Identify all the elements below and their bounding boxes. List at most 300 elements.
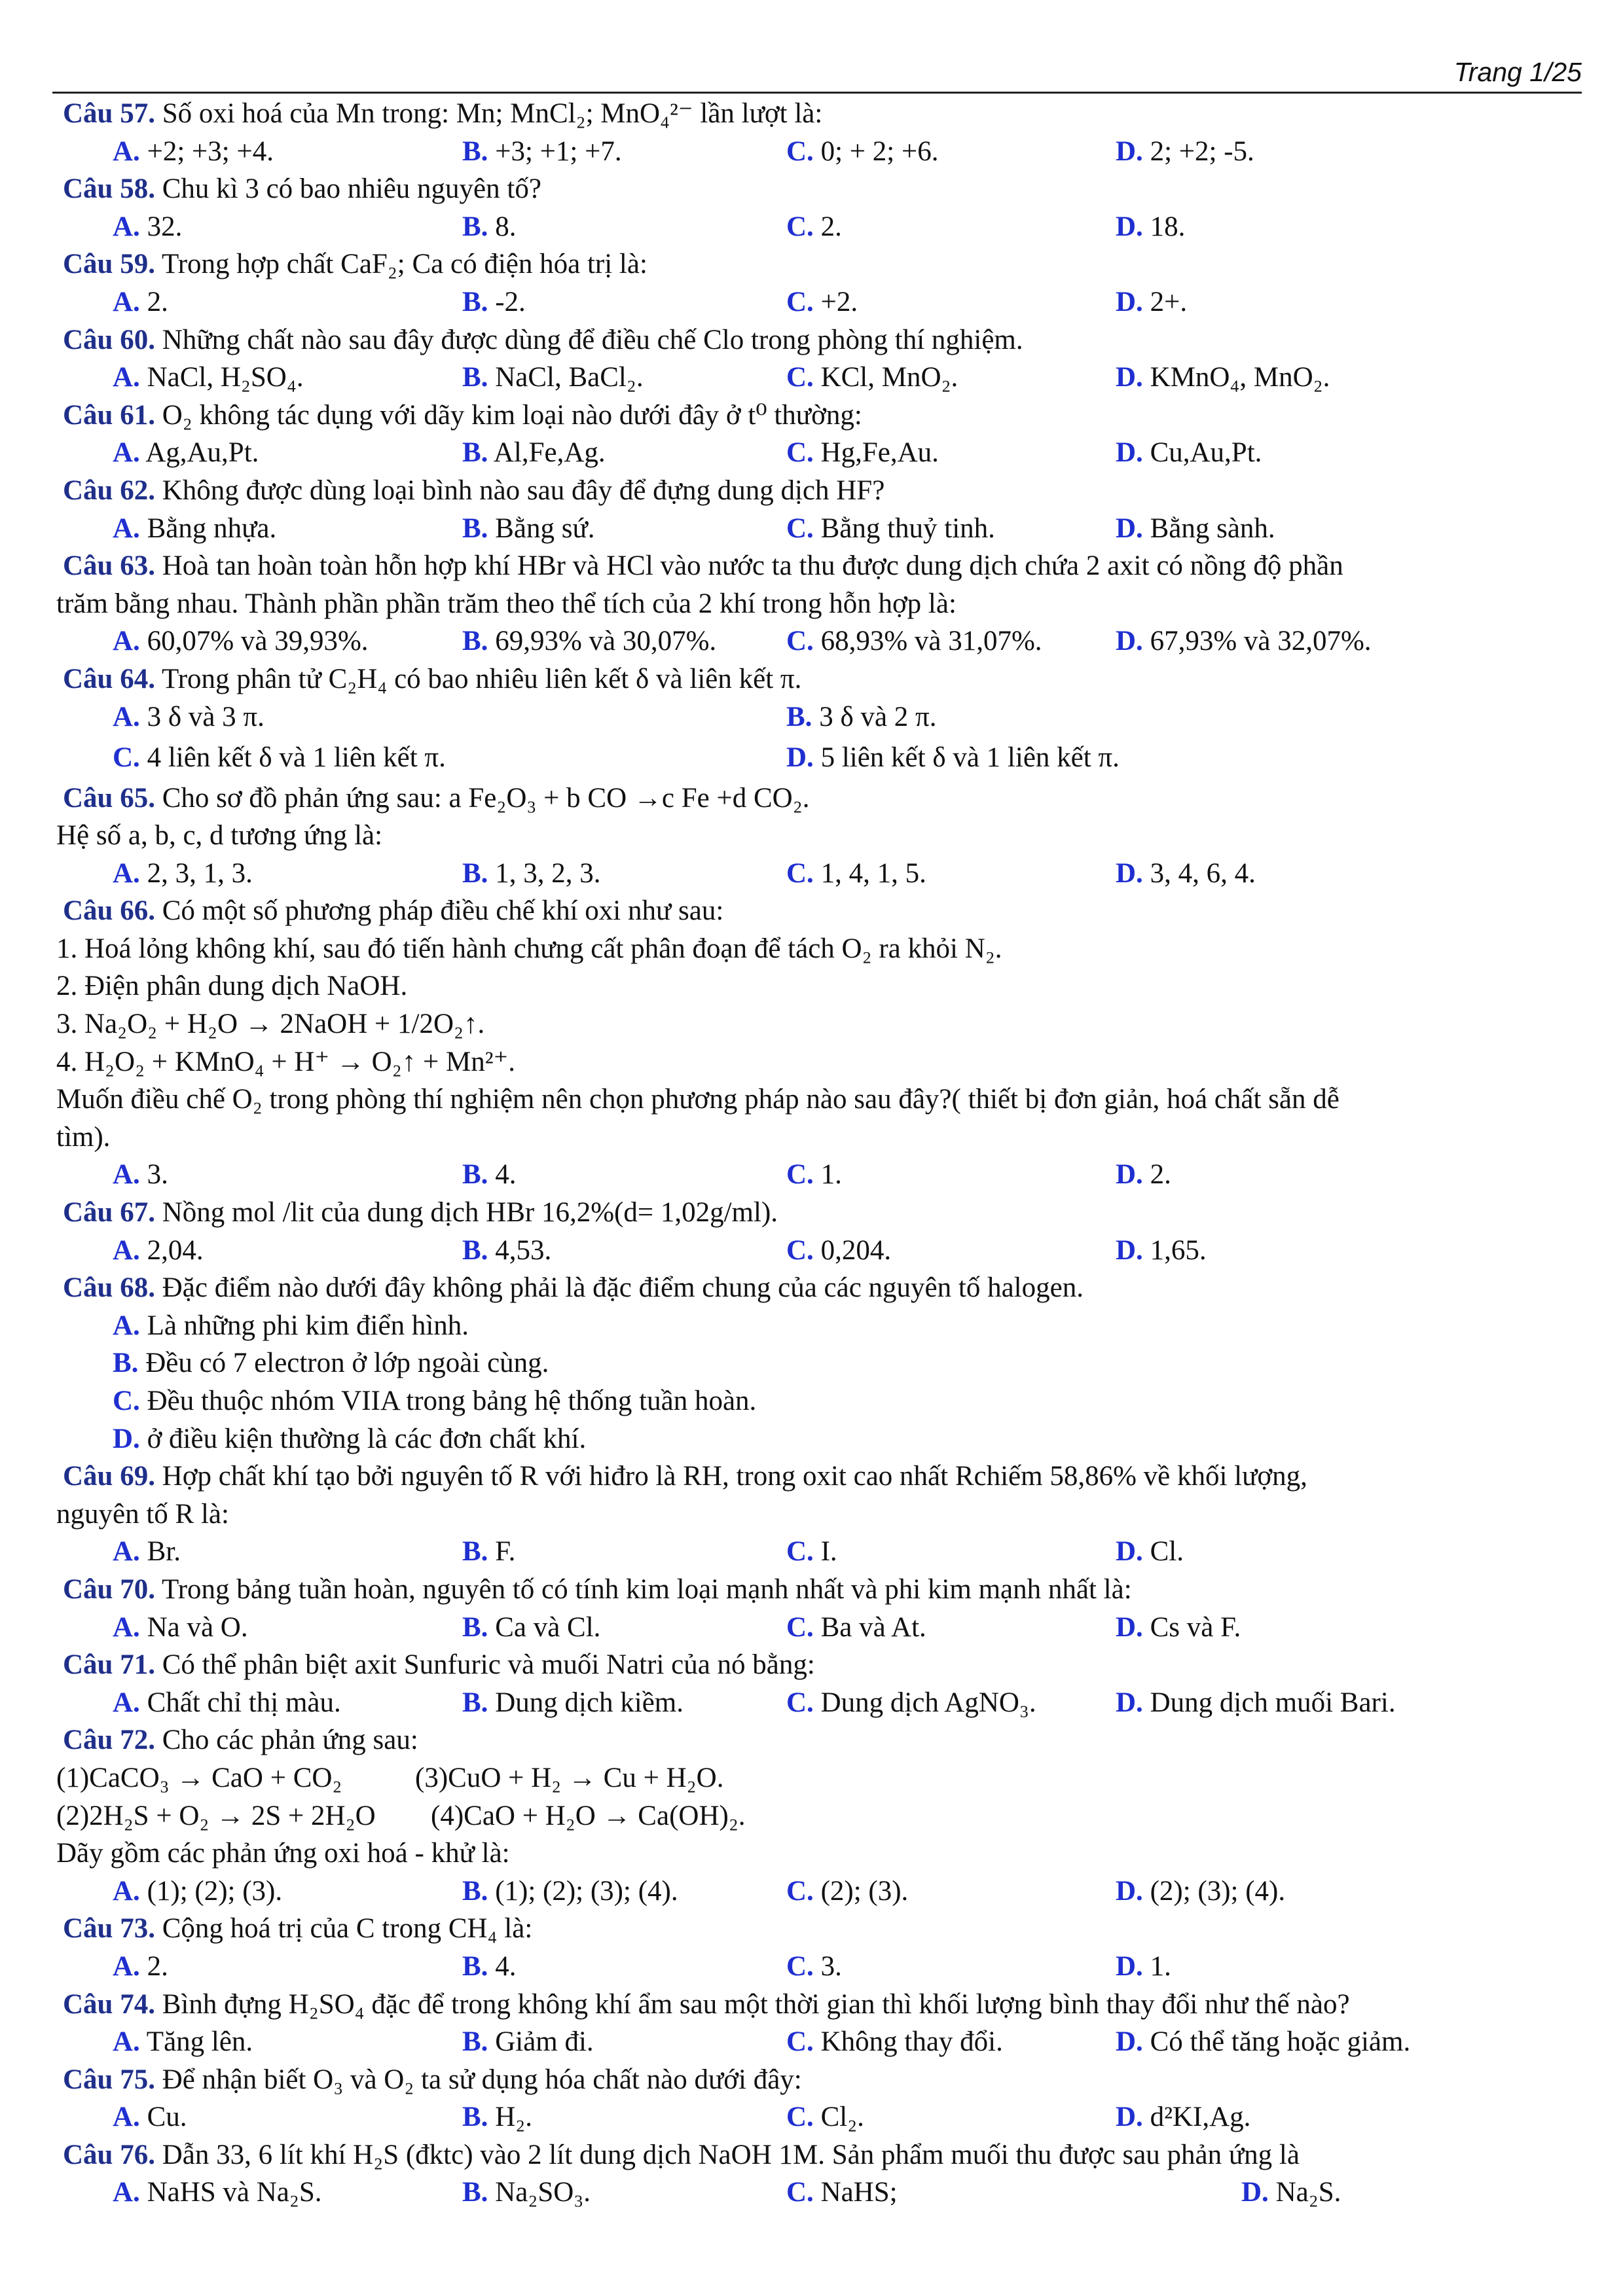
question-stem: Chu kì 3 có bao nhiêu nguyên tố? [162,173,541,205]
option-letter: C. [786,857,814,889]
question-66 [56,892,1582,1194]
option-d [1116,1609,1241,1647]
option-text: Chất chỉ thị màu. [147,1687,341,1718]
option-letter: D. [113,1423,140,1454]
option-a [113,1948,168,1986]
option-letter: D. [1116,1950,1143,1982]
option-letter: C. [786,1234,814,1266]
option-letter: B. [462,512,488,544]
option-text: Bằng nhựa. [147,512,277,544]
question-text [56,1910,1582,1948]
option-letter: B. [462,1611,488,1643]
option-a [113,2174,322,2212]
option-b [462,133,622,171]
options-row [56,1156,1582,1194]
option-letter: A. [113,512,140,544]
option-text: 2. [1150,1159,1171,1191]
option-b [462,1948,516,1986]
option-letter: A. [113,2177,140,2208]
options-row [56,698,1582,739]
option-letter: D. [1116,2026,1143,2058]
option-letter: B. [462,286,488,317]
question-text [56,547,1582,585]
option-letter: D. [1116,211,1143,242]
question-text-continued: Dãy gồm các phản ứng oxi hoá - khử là: [56,1838,510,1869]
option-letter: C. [786,1950,814,1982]
option-text: Cu,Au,Pt. [1150,437,1262,469]
option-text: H₂. [495,2102,532,2133]
options-row [56,1232,1582,1270]
option-letter: D. [1116,857,1143,889]
option-letter: C. [786,1875,814,1907]
option-letter: D. [1116,1875,1143,1907]
option-letter: B. [462,2102,488,2133]
question-stem: Số oxi hoá của Mn trong: Mn; MnCl₂; MnO₄²⁻ lần lượt là: [162,98,823,129]
option-letter: D. [1116,512,1143,544]
reaction-row [56,1759,1582,1797]
option-d [1116,133,1254,171]
option-a [113,1156,168,1194]
option-text: 3. [820,1950,842,1982]
options-row [56,434,1582,472]
option-d [1116,1684,1396,1722]
option-text: 3, 4, 6, 4. [1150,857,1256,889]
option-c [786,1873,908,1910]
options-row [56,1533,1582,1571]
option-text: Dung dịch kiềm. [495,1687,684,1718]
question-text [56,1721,1582,1759]
question-number: Câu 66. [63,895,155,927]
option-text: 60,07% và 39,93%. [147,626,369,657]
option-c [786,510,995,548]
option-letter: A. [113,135,140,167]
question-text [56,1986,1582,2024]
option-text: 8. [495,211,517,242]
question-number: Câu 65. [63,782,155,814]
option-c [786,1232,891,1270]
option-letter: C. [786,362,814,393]
option-text: Không thay đổi. [820,2026,1003,2058]
option-a [113,1533,181,1571]
options-row [56,622,1582,660]
question-number: Câu 57. [63,98,155,129]
option-text: (2); (3); (4). [1150,1875,1286,1907]
option-b [462,1609,600,1647]
question-number: Câu 64. [63,663,155,694]
option-text: 1, 3, 2, 3. [495,857,601,889]
options-row [56,1873,1582,1910]
option-text: 0; + 2; +6. [820,135,939,167]
option-letter: C. [786,2102,814,2133]
question-text [56,1194,1582,1232]
option-b [462,2174,591,2212]
option-text: 1, 4, 1, 5. [820,857,926,889]
question-text [56,1458,1582,1496]
option-c [786,2098,864,2136]
option-text: F. [495,1536,516,1568]
option-letter: C. [786,211,814,242]
options-row [56,359,1582,397]
question-text [56,95,1582,133]
option-letter: D. [1116,1234,1143,1266]
question-text-continued: Hệ số a, b, c, d tương ứng là: [56,820,383,852]
question-stem: Để nhận biết O₃ và O₂ ta sử dụng hóa chất nào dưới đây: [162,2064,802,2095]
option-b [462,1533,515,1571]
options-row [56,2023,1582,2061]
option-text: 4 liên kết δ và 1 liên kết π. [147,742,446,773]
question-number: Câu 62. [63,475,155,506]
option-letter: C. [786,135,814,167]
option-letter: D. [1116,626,1143,657]
method-line: 1. Hoá lỏng không khí, sau đó tiến hành chưng cất phân đoạn để tách O₂ ra khỏi N₂. [56,933,1002,964]
question-67 [56,1194,1582,1269]
option-d [1116,1156,1171,1194]
question-68 [56,1269,1582,1458]
option-text: d²KI,Ag. [1150,2102,1251,2133]
option-letter: D. [1116,1159,1143,1191]
question-63 [56,547,1582,660]
question-stem: Không được dùng loại bình nào sau đây để đựng dung dịch HF? [162,475,885,506]
question-number: Câu 60. [63,324,155,355]
option-text: Hg,Fe,Au. [820,437,939,469]
question-75 [56,2061,1582,2136]
page-number-label: Trang 1/25 [1453,57,1582,87]
question-stem: Có một số phương pháp điều chế khí oxi như sau: [162,895,724,927]
option-letter: B. [462,1159,488,1191]
option-text: Cs và F. [1150,1611,1241,1643]
option-c [786,1533,837,1571]
option-text: -2. [495,286,526,317]
question-stem: Trong bảng tuần hoàn, nguyên tố có tính kim loại mạnh nhất và phi kim mạnh nhất là: [161,1573,1132,1605]
question-number: Câu 68. [63,1272,155,1304]
option-text: Bằng thuỷ tinh. [820,512,995,544]
question-stem: Cho sơ đồ phản ứng sau: a Fe₂O₃ + b CO →c Fe +d CO₂. [162,782,810,814]
option-letter: B. [462,362,488,393]
option-c [786,2174,898,2212]
option-c [786,622,1042,660]
options-row [56,208,1582,246]
option-text: 67,93% và 32,07%. [1150,626,1372,657]
option-text: 2; +2; -5. [1150,135,1254,167]
option-letter: A. [113,701,140,732]
option-text: NaCl, BaCl₂. [495,362,644,393]
question-number: Câu 61. [63,399,155,431]
option-letter: A. [113,2102,140,2133]
option-a [113,434,259,472]
method-line: 3. Na₂O₂ + H₂O → 2NaOH + 1/2O₂↑. [56,1009,485,1040]
option-text: 2+. [1150,286,1188,317]
option-text: Ca và Cl. [495,1611,601,1643]
option-d [1116,359,1330,397]
option-c [786,1684,1036,1722]
option-c [786,855,926,893]
question-number: Câu 59. [63,249,155,280]
reaction-3: (3)CuO + H₂ → Cu + H₂O. [415,1762,724,1793]
option-text: 3 δ và 3 π. [147,701,264,732]
option-letter: A. [113,1875,140,1907]
option-d [1116,1873,1285,1910]
option-letter: C. [786,626,814,657]
option-text: Đều thuộc nhóm VIIA trong bảng hệ thống tuần hoàn. [147,1386,757,1416]
option-b [462,2098,532,2136]
options-row [56,510,1582,548]
question-number: Câu 76. [63,2139,155,2170]
option-a [113,283,168,321]
option-text: Na và O. [147,1611,248,1643]
option-a [113,1684,341,1722]
question-70 [56,1571,1582,1646]
option-c [786,208,842,246]
question-text-continued: nguyên tố R là: [56,1498,229,1530]
option-letter: D. [1116,1536,1143,1568]
option-text: Đều có 7 electron ở lớp ngoài cùng. [145,1348,549,1379]
option-text: 69,93% và 30,07%. [495,626,717,657]
option-letter: C. [786,512,814,544]
option-c [786,2023,1003,2061]
option-text: 2, 3, 1, 3. [147,857,253,889]
option-text: Cl₂. [820,2102,864,2133]
option-text: NaCl, H₂SO₄. [147,362,304,393]
option-d [1116,208,1185,246]
option-letter: A. [113,1950,140,1982]
option-c [786,1609,926,1647]
option-letter: A. [113,286,140,317]
question-number: Câu 74. [63,1988,155,2020]
option-text: 1,65. [1150,1234,1207,1266]
option-letter: D. [1116,362,1143,393]
question-69 [56,1458,1582,1571]
option-a [113,510,276,548]
option-text: 4. [495,1159,517,1191]
options-row [56,283,1582,321]
option-b [56,1344,1582,1382]
option-text: (1); (2); (3). [147,1875,283,1907]
option-b [462,208,516,246]
question-stem: Nồng mol /lit của dung dịch HBr 16,2%(d= 1,02g/ml). [162,1197,778,1229]
option-letter: A. [113,1611,140,1643]
option-letter: A. [113,2026,140,2058]
question-73 [56,1910,1582,1985]
option-letter: D. [1116,286,1143,317]
options-row [56,2098,1582,2136]
option-text: NaHS và Na₂S. [147,2177,322,2208]
option-letter: A. [113,1159,140,1191]
question-71 [56,1646,1582,1721]
option-text: Ba và At. [820,1611,926,1643]
option-text: KCl, MnO₂. [820,362,958,393]
question-text [56,1646,1582,1684]
option-a [113,1873,282,1910]
option-a [113,2098,187,2136]
option-a [113,133,274,171]
option-letter: B. [462,2177,488,2208]
option-text: Ag,Au,Pt. [145,437,259,469]
option-d [1116,283,1187,321]
option-letter: B. [462,857,488,889]
option-letter: A. [113,1536,140,1568]
page-header [52,51,1582,94]
option-d [1116,622,1372,660]
question-text-continued: tìm). [56,1121,111,1153]
option-d [1116,855,1256,893]
option-b [462,1684,684,1722]
options-row [56,1684,1582,1722]
option-text: 68,93% và 31,07%. [820,626,1042,657]
option-text: 32. [147,211,183,242]
question-74 [56,1986,1582,2061]
option-c [786,283,858,321]
option-letter: C. [786,286,814,317]
option-letter: A. [113,626,140,657]
option-b [462,622,716,660]
option-letter: C. [786,1536,814,1568]
option-text: +2. [820,286,858,317]
method-line: 2. Điện phân dung dịch NaOH. [56,971,408,1002]
option-b [462,510,595,548]
option-text: 18. [1150,211,1186,242]
question-number: Câu 73. [63,1913,155,1945]
question-number: Câu 70. [63,1573,155,1605]
question-text [56,245,1582,283]
option-letter: D. [1116,2102,1143,2133]
option-text: Cu. [147,2102,187,2133]
option-letter: B. [462,1875,488,1907]
option-text: 2. [147,1950,168,1982]
option-letter: D. [1116,135,1143,167]
option-text: (2); (3). [820,1875,909,1907]
option-text: 5 liên kết δ và 1 liên kết π. [820,742,1120,773]
option-d [1116,1533,1184,1571]
option-b [462,1232,551,1270]
option-letter: C. [786,1159,814,1191]
question-text [56,321,1582,359]
reaction-row [56,1797,1582,1835]
option-d [1116,434,1262,472]
question-number: Câu 75. [63,2064,155,2095]
question-text-continued: Muốn điều chế O₂ trong phòng thí nghiệm nên chọn phương pháp nào sau đây?( thiết bị đơn giản, hoá chất sẵn dễ [56,1084,1340,1115]
question-text [56,892,1582,930]
option-letter: D. [1116,1687,1143,1718]
question-number: Câu 58. [63,173,155,205]
option-letter: C. [786,2026,814,2058]
question-stem: Dẫn 33, 6 lít khí H₂S (đktc) vào 2 lít dung dịch NaOH 1M. Sản phẩm muối thu được sau phản ứng là [162,2139,1300,2170]
option-text: 0,204. [820,1234,892,1266]
option-text: 4,53. [495,1234,552,1266]
option-letter: D. [1116,1611,1143,1643]
option-text: 2. [820,211,842,242]
options-row [56,1948,1582,1986]
question-stem: Trong phân tử C₂H₄ có bao nhiêu liên kết δ và liên kết π. [161,663,802,694]
option-letter: B. [462,211,488,242]
question-stem: Trong hợp chất CaF₂; Ca có điện hóa trị là: [161,249,647,280]
reaction-1: (1)CaCO₃ → CaO + CO₂ [56,1762,342,1793]
option-letter: A. [113,857,140,889]
question-text [56,170,1582,208]
option-text: Al,Fe,Ag. [493,437,606,469]
option-c [786,1948,842,1986]
option-b [462,2023,594,2061]
question-stem: O₂ không tác dụng với dãy kim loại nào dưới đây ở t⁰ thường: [162,399,862,431]
question-58 [56,170,1582,245]
option-letter: C. [786,1687,814,1718]
question-text [56,2136,1582,2174]
option-d [1116,1232,1207,1270]
option-text: 3. [147,1159,168,1191]
option-letter: C. [786,1611,814,1643]
option-text: Giảm đi. [495,2026,594,2058]
question-text [56,1571,1582,1609]
option-text: ở điều kiện thường là các đơn chất khí. [147,1423,587,1454]
option-letter: A. [113,1310,140,1341]
option-c [786,434,939,472]
option-text: Bằng sứ. [495,512,595,544]
option-a [56,1307,1582,1345]
option-text: +2; +3; +4. [147,135,274,167]
option-text: (1); (2); (3); (4). [495,1875,678,1907]
option-text: NaHS; [820,2177,898,2208]
option-a [113,698,264,736]
option-a [113,1232,204,1270]
option-text: Là những phi kim điển hình. [147,1310,469,1341]
option-text: Có thể tăng hoặc giảm. [1150,2026,1411,2058]
question-stem: Bình đựng H₂SO₄ đặc để trong không khí ẩm sau một thời gian thì khối lượng bình thay đổi như thế nào? [162,1988,1350,2020]
option-letter: B. [462,2026,488,2058]
option-d [1241,2174,1341,2212]
option-a [113,855,253,893]
option-d [1116,510,1275,548]
option-text: Na₂SO₃. [495,2177,591,2208]
options-row [56,1609,1582,1647]
question-76 [56,2136,1582,2212]
option-letter: A. [113,1234,140,1266]
option-text: Na₂S. [1275,2177,1341,2208]
question-stem: Đặc điểm nào dưới đây không phải là đặc điểm chung của các nguyên tố halogen. [162,1272,1084,1304]
question-number: Câu 67. [63,1197,155,1229]
option-letter: A. [113,211,140,242]
reaction-2: (2)2H₂S + O₂ → 2S + 2H₂O [56,1800,376,1831]
option-b [462,1156,516,1194]
option-letter: A. [113,437,140,469]
option-text: 2,04. [147,1234,204,1266]
question-stem: Hoà tan hoàn toàn hỗn hợp khí HBr và HCl vào nước ta thu được dung dịch chứa 2 axit có nồng độ phần [162,550,1343,582]
question-stem: Hợp chất khí tạo bởi nguyên tố R với hiđro là RH, trong oxit cao nhất Rchiếm 58,86% về khối lượng, [162,1461,1307,1492]
option-a [113,359,304,397]
option-letter: B. [462,135,488,167]
question-60 [56,321,1582,397]
option-letter: D. [1241,2177,1269,2208]
option-d [786,739,1120,777]
option-letter: C. [113,742,140,773]
option-letter: B. [462,1950,488,1982]
question-text [56,2061,1582,2099]
option-letter: B. [462,1234,488,1266]
option-a [113,1609,248,1647]
option-text: KMnO₄, MnO₂. [1150,362,1330,393]
question-list [56,95,1582,2212]
option-d [56,1420,1582,1458]
question-text [56,1269,1582,1307]
option-c [786,1156,842,1194]
option-text: Cl. [1150,1536,1184,1568]
option-c [786,359,958,397]
option-text: +3; +1; +7. [495,135,622,167]
question-text [56,397,1582,435]
option-text: 1. [1150,1950,1171,1982]
question-61 [56,397,1582,472]
options-row [56,133,1582,171]
option-text: 2. [147,286,168,317]
method-line: 4. H₂O₂ + KMnO₄ + H⁺ → O₂↑ + Mn²⁺. [56,1046,516,1077]
